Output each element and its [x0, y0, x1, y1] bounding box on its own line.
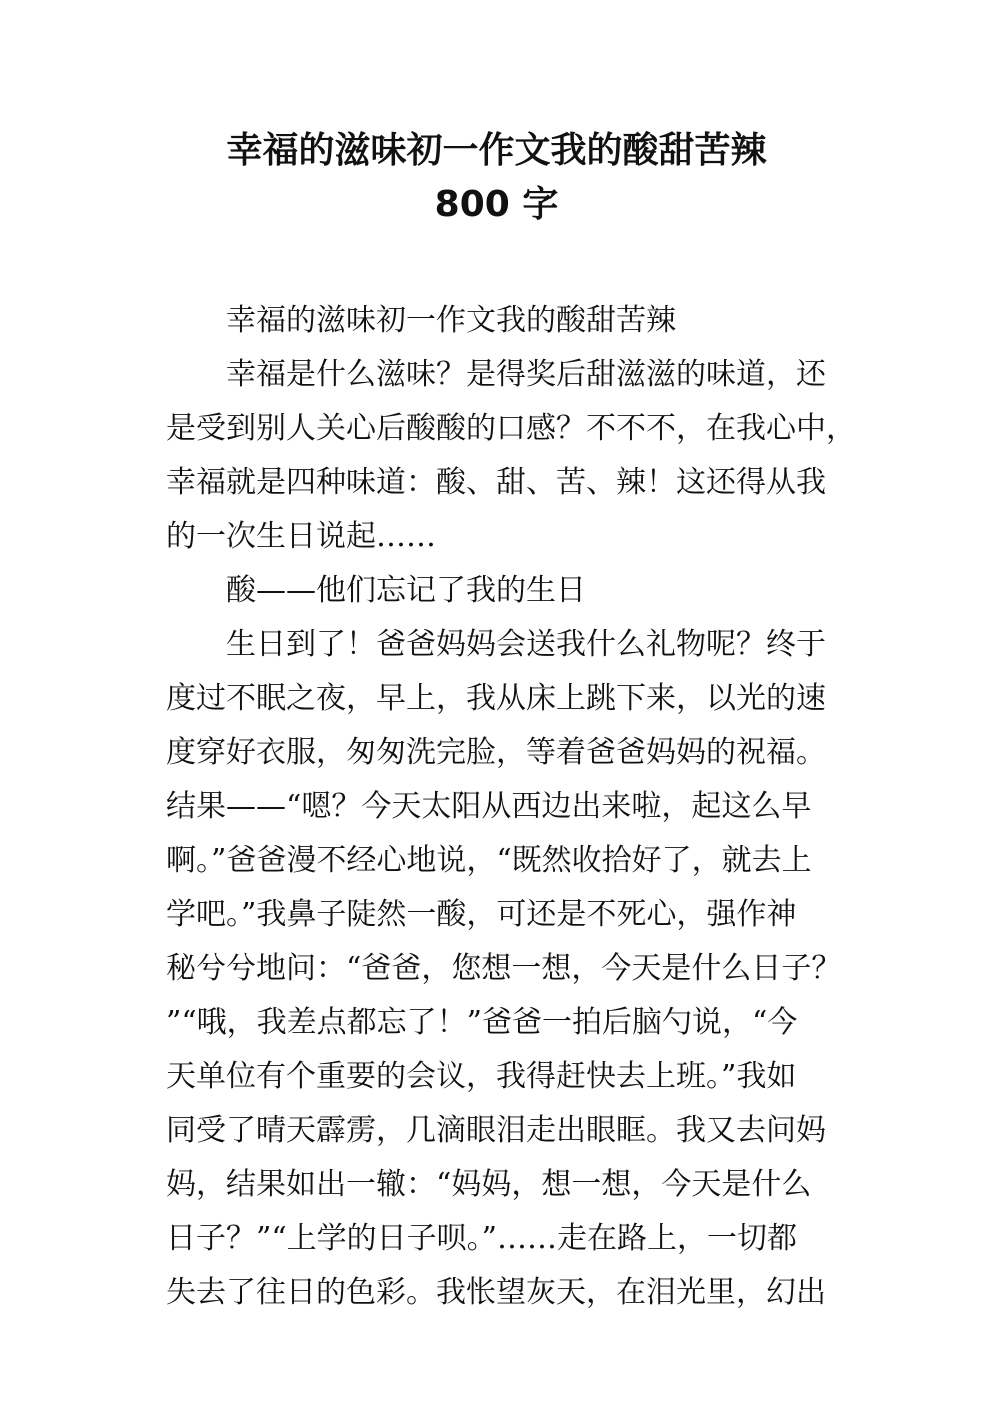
text-line: 结果——“嗯？今天太阳从西边出来啦，起这么早	[166, 789, 812, 824]
paragraph	[166, 348, 856, 564]
document-body	[166, 294, 856, 1320]
paragraph	[166, 294, 838, 348]
text-line: 日子？”“上学的日子呗。”……走在路上，一切都	[166, 1221, 798, 1256]
text-line: 酸——他们忘记了我的生日	[226, 573, 586, 608]
text-line: 啊。”爸爸漫不经心地说，“既然收拾好了，就去上	[166, 843, 812, 878]
text-line: 同受了晴天霹雳，几滴眼泪走出眼眶。我又去问妈	[166, 1113, 826, 1148]
text-line: 度穿好衣服，匆匆洗完脸，等着爸爸妈妈的祝福。	[166, 735, 826, 770]
text-line: 妈，结果如出一辙：“妈妈，想一想，今天是什么	[166, 1167, 812, 1202]
text-line: 幸福的滋味初一作文我的酸甜苦辣	[226, 303, 676, 338]
paragraph	[166, 564, 838, 618]
text-line: 生日到了！爸爸妈妈会送我什么礼物呢？终于	[226, 627, 826, 662]
title-line-2: 800 字	[434, 184, 559, 225]
text-line: 是受到别人关心后酸酸的口感？不不不，在我心中，	[166, 411, 856, 446]
paragraph	[166, 618, 842, 1320]
text-line: 幸福就是四种味道：酸、甜、苦、辣！这还得从我	[166, 465, 826, 500]
text-line: 秘兮兮地问：“爸爸，您想一想，今天是什么日子？	[166, 951, 842, 986]
text-line: 学吧。”我鼻子陡然一酸，可还是不死心，强作神	[166, 897, 797, 932]
title-line-1: 幸福的滋味初一作文我的酸甜苦辣	[226, 130, 767, 171]
text-line: 度过不眠之夜，早上，我从床上跳下来，以光的速	[166, 681, 826, 716]
text-line: ”“哦，我差点都忘了！”爸爸一拍后脑勺说，“今	[166, 1005, 798, 1040]
text-line: 天单位有个重要的会议，我得赶快去上班。”我如	[166, 1059, 797, 1094]
text-line: 幸福是什么滋味？是得奖后甜滋滋的味道，还	[226, 357, 826, 392]
text-line: 的一次生日说起……	[166, 519, 436, 554]
text-line: 失去了往日的色彩。我怅望灰天，在泪光里，幻出	[166, 1275, 826, 1310]
document-title	[120, 124, 873, 232]
